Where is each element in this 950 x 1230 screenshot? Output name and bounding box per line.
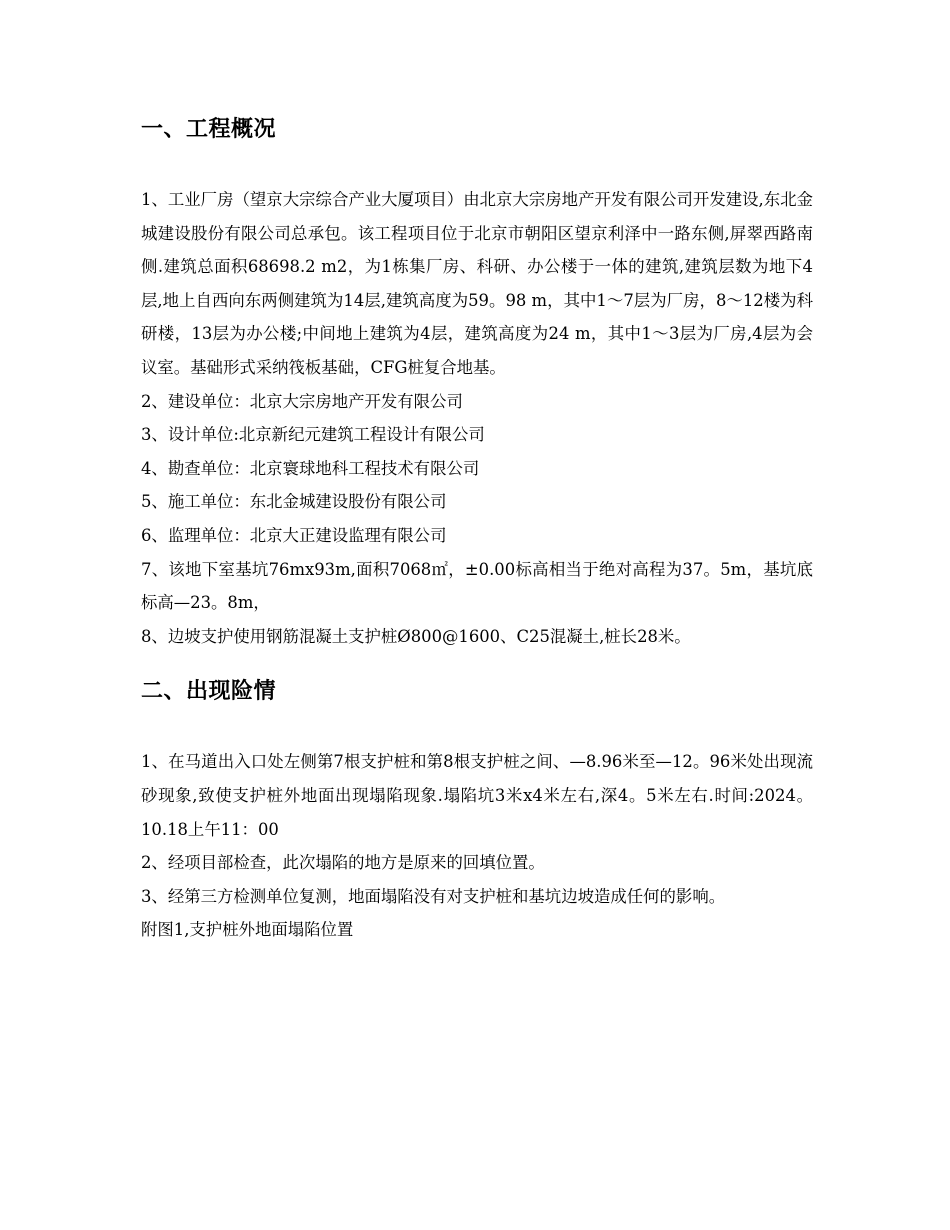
paragraph-third-party-check: 3、经第三方检测单位复测，地面塌陷没有对支护桩和基坑边坡造成任何的影响。 [141,886,726,906]
paragraph-hazard-description: 1、在马道出入口处左侧第7根支护桩和第8根支护桩之间、—8.96米至—12。96米处出现流砂现象,致使支护桩外地面出现塌陷现象.塌陷坑3米x4米左右,深4。5米左右.时间:2024。10.18上午11：00 [141,752,813,839]
section-hazard-body [141,745,813,947]
section-title-project-overview: 一、工程概况 [141,117,277,142]
section-title-hazard: 二、出现险情 [141,679,277,705]
paragraph-construction-unit: 2、建设单位：北京大宗房地产开发有限公司 [141,391,463,411]
paragraph-figure-caption: 附图1,支护桩外地面塌陷位置 [141,920,354,940]
document-content [141,0,813,947]
paragraph-survey-unit: 4、勘查单位：北京寰球地科工程技术有限公司 [141,458,480,478]
paragraph-project-description: 1、工业厂房（望京大宗综合产业大厦项目）由北京大宗房地产开发有限公司开发建设,东北金城建设股份有限公司总承包。该工程项目位于北京市朝阳区望京利泽中一路东侧,屏翠西路南侧.建筑总面积68698.2 m2，为1栋集厂房、科研、办公楼于一体的建筑,建筑层数为地下4层,地上自西向东两侧建筑为14层,建筑高度为59。98 m，其中1～7层为厂房，8～12楼为科研楼，13层为办公楼;中间地上建筑为4层，建筑高度为24 m，其中1～3层为厂房,4层为会议室。基础形式采纳筏板基础，CFG桩复合地基。 [141,190,813,377]
paragraph-slope-support: 8、边坡支护使用钢筋混凝土支护桩Ø800@1600、C25混凝土,桩长28米。 [141,626,691,646]
section-project-overview-body [141,183,813,653]
paragraph-inspection-result: 2、经项目部检查，此次塌陷的地方是原来的回填位置。 [141,853,545,873]
paragraph-design-unit: 3、设计单位:北京新纪元建筑工程设计有限公司 [141,425,485,445]
paragraph-foundation-pit: 7、该地下室基坑76mx93m,面积7068㎡，±0.00标高相当于绝对高程为37。5m，基坑底标高—23。8m， [141,559,813,613]
paragraph-contractor-unit: 5、施工单位：东北金城建设股份有限公司 [141,492,447,512]
paragraph-supervision-unit: 6、监理单位：北京大正建设监理有限公司 [141,525,447,545]
